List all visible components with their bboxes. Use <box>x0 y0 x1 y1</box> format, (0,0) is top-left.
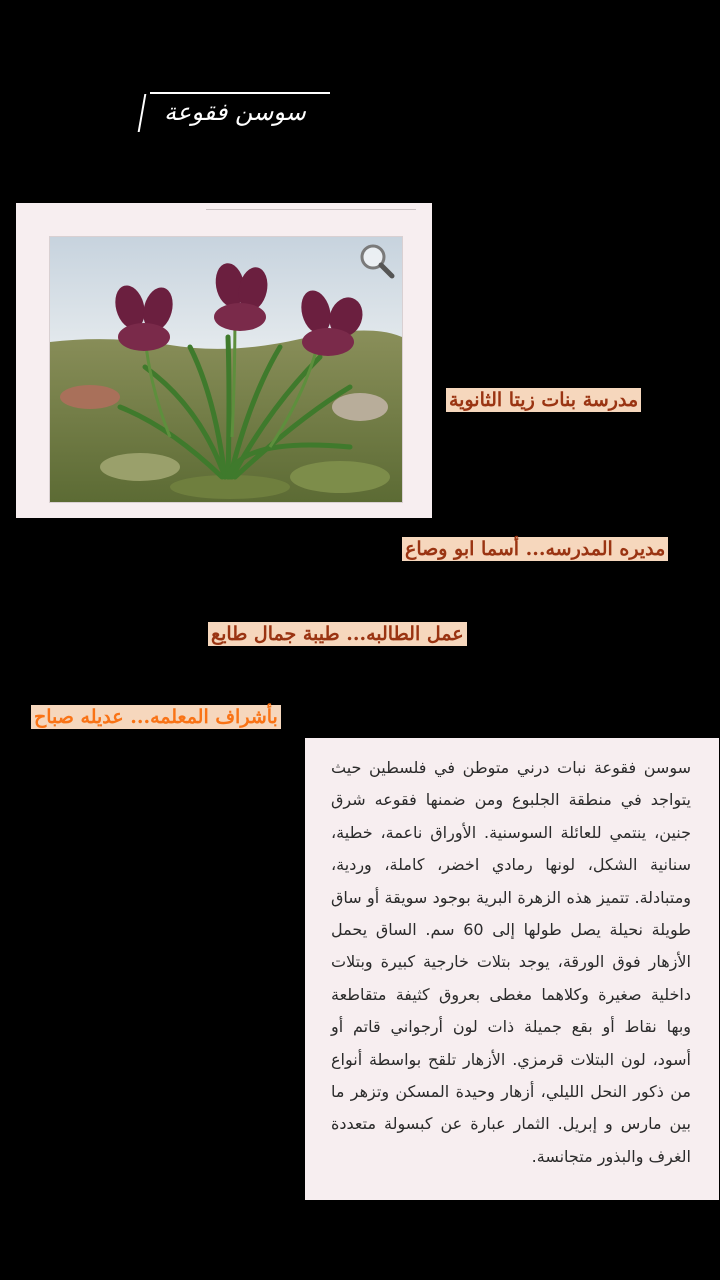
description-text: سوسن فقوعة نبات درني متوطن في فلسطين حيث يتواجد في منطقة الجلبوع ومن ضمنها فقوعه شرق جنين، ينتمي للعائلة السوسنية. الأوراق ناعمة، خطية، سنانية الشكل، لونها رمادي اخضر، كاملة، وردية، ومتبادلة. تتميز هذه الزهرة البرية بوجود سويقة أو ساق طويلة نحيلة يصل طولها إلى 60 سم. الساق يحمل الأزهار فوق الورقة، يوجد بتلات خارجية كبيرة وبتلات داخلية صغيرة وكلاهما مغطى بعروق كثيفة متقاطعة وبها نقاط أو بقع جميلة ذات لون أرجواني قاتم أو أسود، لون البتلات قرمزي. الأزهار تلقح بواسطة أنواع من ذكور النحل الليلي، أزهار وحيدة المسكن وتزهر ما بين مارس و إبريل. الثمار عبارة عن كبسولة متعددة الغرف والبذور متجانسة. <box>331 758 692 1166</box>
school-name-label: مدرسة بنات زيتا الثانوية <box>446 388 641 412</box>
card-divider <box>206 209 416 210</box>
photo-card <box>16 203 432 518</box>
student-label: عمل الطالبه... طيبة جمال طايع <box>208 622 467 646</box>
iris-photo <box>49 236 403 503</box>
page-title: سوسن فقوعة <box>164 98 306 126</box>
supervisor-label: بأشراف المعلمه... عديله صباح <box>31 705 281 729</box>
principal-label: مديره المدرسه... أسما ابو وصاع <box>402 537 668 561</box>
description-card <box>305 738 719 1200</box>
